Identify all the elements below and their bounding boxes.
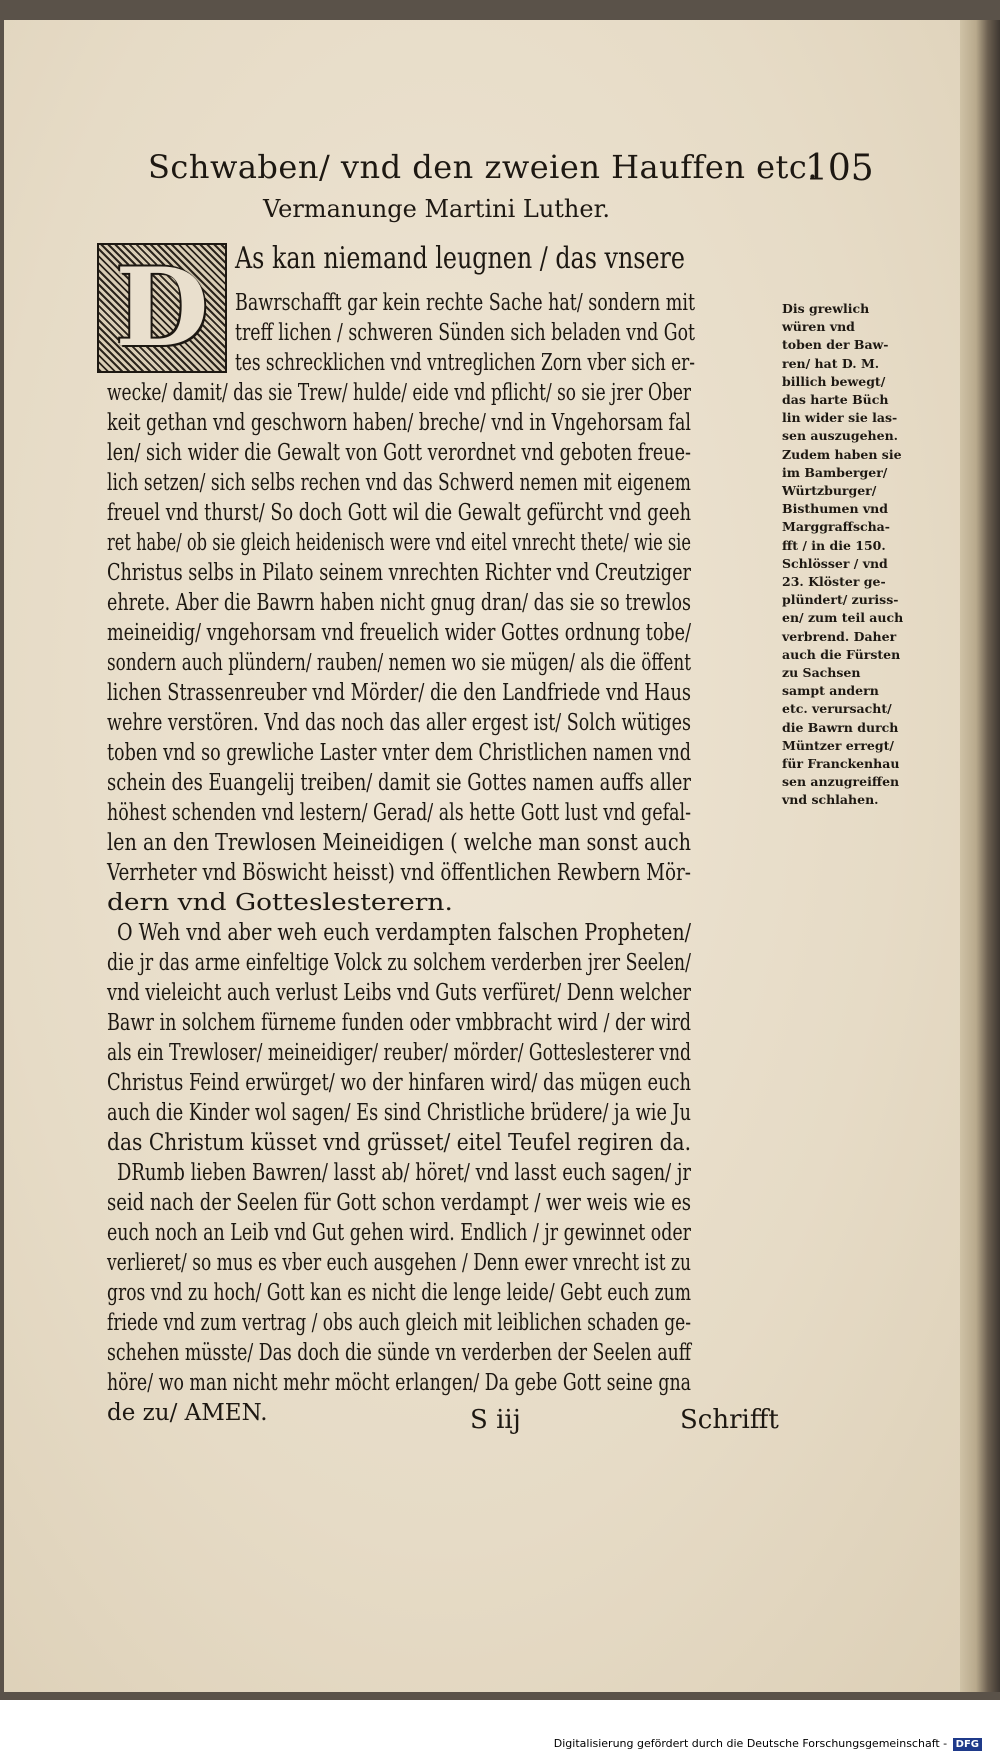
page-number: 105: [805, 148, 874, 189]
gloss-line: zu Sachsen: [782, 665, 861, 680]
text-line: das Christum küsset vnd grüsset/ eitel Teufel regiren da.: [107, 1130, 691, 1156]
gloss-line: plündert/ zuriss-: [782, 592, 899, 608]
text-line: ret habe/ ob sie gleich heidenisch were vnd eitel vnrecht thete/ wie sie: [107, 530, 691, 556]
text-line: len/ sich wider die Gewalt von Gott verordnet vnd geboten freue-: [107, 440, 691, 466]
running-head: Schwaben/ vnd den zweien Hauffen etc.: [148, 148, 818, 186]
gloss-line: Bisthumen vnd: [782, 501, 889, 517]
text-line: vnd vieleicht auch verlust Leibs vnd Guts verfüret/ Denn welcher: [107, 980, 691, 1006]
text-line: ehrete. Aber die Bawrn haben nicht gnug dran/ das sie so trewlos: [107, 590, 691, 616]
gloss-line: Zudem haben sie: [782, 446, 902, 462]
text-line: meineidig/ vngehorsam vnd freuelich wider Gottes ordnung tobe/: [107, 620, 691, 646]
gloss-line: für Franckenhau: [782, 756, 900, 771]
text-line: schein des Euangelij treiben/ damit sie Gottes namen auffs aller: [107, 770, 691, 796]
gloss-line: im Bamberger/: [782, 464, 888, 480]
gloss-line: sampt andern: [782, 683, 879, 699]
gloss-line: Würtzburger/: [782, 483, 877, 498]
text-line: schehen müsste/ Das doch die sünde vn verderben der Seelen auff: [107, 1340, 691, 1366]
text-line: keit gethan vnd geschworn haben/ breche/ vnd in Vngehorsam fal: [107, 410, 691, 436]
text-line: Christus Feind erwürget/ wo der hinfaren wird/ das mügen euch: [107, 1070, 691, 1096]
footer-credit: [554, 1737, 982, 1751]
gloss-line: verbrend. Daher: [782, 628, 897, 644]
text-line: freuel vnd thurst/ So doch Gott wil die Gewalt gefürcht vnd geeh: [107, 500, 691, 526]
text-line: euch noch an Leib vnd Gut gehen wird. Endlich / jr gewinnet oder: [107, 1220, 691, 1246]
text-line: Verrheter vnd Böswicht heisst) vnd öffentlichen Rewbern Mör-: [107, 860, 691, 886]
text-line: wecke/ damit/ das sie Trew/ hulde/ eide vnd pflicht/ so sie jrer Ober: [107, 380, 691, 406]
gloss-line: auch die Fürsten: [782, 646, 901, 662]
gloss-line: en/ zum teil auch: [782, 610, 904, 626]
gloss-line: Müntzer erregt/: [782, 737, 894, 753]
gloss-line: 23. Klöster ge-: [782, 574, 886, 589]
gloss-line: sen auszugehen.: [782, 428, 899, 444]
text-line: dern vnd Gotteslesterern.: [107, 890, 453, 916]
page-edge: [960, 20, 1000, 1692]
dfg-logo: DFG: [953, 1738, 982, 1751]
gloss-line: lin wider sie las-: [782, 410, 898, 426]
footer-credit-text: Digitalisierung gefördert durch die Deutsche Forschungsgemeinschaft -: [553, 1737, 948, 1750]
text-line: toben vnd so grewliche Laster vnter dem Christlichen namen vnd: [107, 740, 691, 766]
text-line: Bawr in solchem fürneme funden oder vmbbracht wird / der wird: [107, 1010, 691, 1036]
text-line: As kan niemand leugnen / das vnsere: [235, 241, 685, 276]
text-line: lichen Strassenreuber vnd Mörder/ die den Landfriede vnd Haus: [107, 680, 691, 706]
text-line: tes schrecklichen vnd vntreglichen Zorn vber sich er-: [235, 350, 695, 376]
gloss-line: sen anzugreiffen: [782, 774, 900, 790]
text-line: DRumb lieben Bawren/ lasst ab/ höret/ vnd lasst euch sagen/ jr: [117, 1160, 691, 1186]
text-line: len an den Trewlosen Meineidigen ( welche man sonst auch: [107, 830, 691, 856]
gloss-line: vnd schlahen.: [782, 792, 879, 808]
signature-mark: S iij: [470, 1405, 521, 1435]
text-line: Christus selbs in Pilato seinem vnrechten Richter vnd Creutziger: [107, 560, 691, 586]
text-line: seid nach der Seelen für Gott schon verdampt / wer weis wie es: [107, 1190, 691, 1216]
text-line: friede vnd zum vertrag / obs auch gleich mit leiblichen schaden ge-: [107, 1310, 691, 1336]
gloss-line: etc. verursacht/: [782, 701, 892, 717]
decorated-initial: [97, 243, 227, 373]
gloss-line: würen vnd: [782, 319, 855, 335]
text-line: auch die Kinder wol sagen/ Es sind Christliche brüdere/ ja wie Ju: [107, 1100, 691, 1126]
text-line: de zu/ AMEN.: [107, 1400, 268, 1426]
footer-bar: [0, 1700, 1000, 1758]
text-line: lich setzen/ sich selbs rechen vnd das Schwerd nemen mit eigenem: [107, 470, 691, 496]
gloss-line: Dis grewlich: [782, 301, 870, 316]
text-line: höhest schenden vnd lestern/ Gerad/ als hette Gott lust vnd gefal-: [107, 800, 691, 826]
gloss-line: fft / in die 150.: [782, 537, 886, 553]
text-line: O Weh vnd aber weh euch verdampten falschen Propheten/: [117, 920, 691, 946]
gloss-line: Schlösser / vnd: [782, 555, 888, 571]
text-line: als ein Trewloser/ meineidiger/ reuber/ mörder/ Gotteslesterer vnd: [107, 1040, 691, 1066]
gloss-line: ren/ hat D. M.: [782, 355, 880, 371]
text-line: treff lichen / schweren Sünden sich beladen vnd Got: [235, 320, 695, 346]
text-line: höre/ wo man nicht mehr möcht erlangen/ Da gebe Gott seine gna: [107, 1370, 691, 1396]
gloss-line: die Bawrn durch: [782, 719, 899, 735]
text-line: gros vnd zu hoch/ Gott kan es nicht die lenge leide/ Gebt euch zum: [107, 1280, 691, 1306]
gloss-line: das harte Büch: [782, 392, 889, 407]
initial-letter: D: [115, 245, 209, 371]
text-line: sondern auch plündern/ rauben/ nemen wo sie mügen/ als die öffent: [107, 650, 691, 676]
section-heading: Vermanunge Martini Luther.: [263, 195, 611, 223]
text-line: Bawrschafft gar kein rechte Sache hat/ sondern mit: [235, 290, 695, 316]
gloss-line: Marggraffscha-: [782, 519, 890, 535]
catchword: Schrifft: [680, 1405, 779, 1435]
text-line: die jr das arme einfeltige Volck zu solchem verderben jrer Seelen/: [107, 950, 691, 976]
gloss-line: billich bewegt/: [782, 373, 886, 389]
text-line: verlieret/ so mus es vber euch ausgehen / Denn ewer vnrecht ist zu: [107, 1250, 691, 1276]
text-line: wehre verstören. Vnd das noch das aller ergest ist/ Solch wütiges: [107, 710, 691, 736]
gloss-line: toben der Baw-: [782, 337, 889, 353]
